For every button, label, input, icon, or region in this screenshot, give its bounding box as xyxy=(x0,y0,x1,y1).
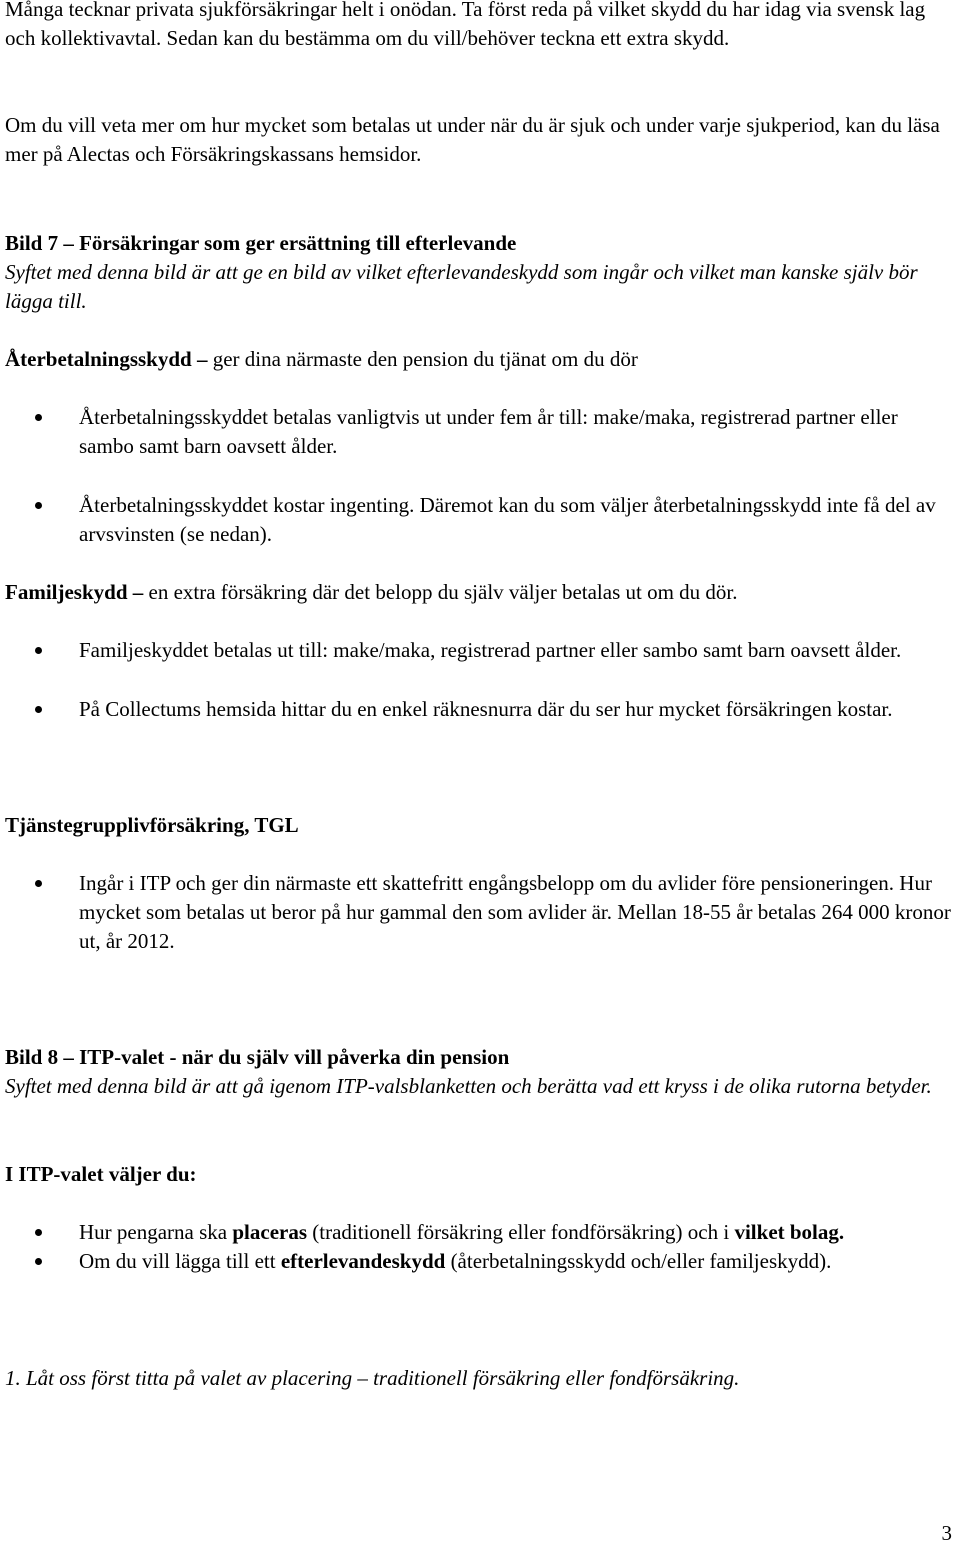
list-item xyxy=(0,636,955,665)
page-number: 3 xyxy=(941,1521,952,1545)
bild7-heading: Bild 7 – Försäkringar som ger ersättning till efterlevande xyxy=(5,231,517,255)
text-run-bold: vilket bolag. xyxy=(734,1220,845,1244)
text-run: Om du vill lägga till ett xyxy=(79,1249,281,1273)
bullet-icon xyxy=(35,647,42,654)
intro-paragraph-2: Om du vill veta mer om hur mycket som betalas ut under när du är sjuk och under varje sjukperiod, kan du läsa mer på Alectas och Försäkringskassans hemsidor. xyxy=(5,113,940,166)
closing-line: 1. Låt oss först titta på valet av placering – traditionell försäkring eller fondförsäkring. xyxy=(5,1366,740,1390)
list-item xyxy=(0,491,955,549)
familjeskydd-definition xyxy=(5,578,955,607)
aterbetalningsskydd-list xyxy=(0,403,955,549)
bild7-purpose: Syftet med denna bild är att ge en bild av vilket efterlevandeskydd som ingår och vilket man kanske själv bör lägga till. xyxy=(5,260,918,313)
bullet-icon xyxy=(35,1229,42,1236)
bild8-purpose: Syftet med denna bild är att gå igenom ITP-valsblanketten och berätta vad ett kryss i de olika rutorna betyder. xyxy=(5,1074,932,1098)
list-item-text: På Collectums hemsida hittar du en enkel räknesnurra där du ser hur mycket försäkringen kostar. xyxy=(79,697,893,721)
list-item-text xyxy=(79,1249,831,1273)
familjeskydd-term: Familjeskydd xyxy=(5,580,128,604)
list-item xyxy=(0,1218,955,1247)
familjeskydd-desc: en extra försäkring där det belopp du själv väljer betalas ut om du dör. xyxy=(148,580,738,604)
bullet-icon xyxy=(35,414,42,421)
term-dash: – xyxy=(127,580,149,604)
bullet-icon xyxy=(35,502,42,509)
itpval-heading: I ITP-valet väljer du: xyxy=(5,1162,197,1186)
bullet-icon xyxy=(35,1258,42,1265)
tgl-heading: Tjänstegrupplivförsäkring, TGL xyxy=(5,813,299,837)
bullet-icon xyxy=(35,706,42,713)
text-run: (återbetalningsskydd och/eller familjeskydd). xyxy=(445,1249,832,1273)
list-item xyxy=(0,1247,955,1276)
aterbetalningsskydd-desc: ger dina närmaste den pension du tjänat om du dör xyxy=(212,347,638,371)
list-item-text: Familjeskyddet betalas ut till: make/maka, registrerad partner eller sambo samt barn oavsett ålder. xyxy=(79,638,902,662)
familjeskydd-list xyxy=(0,636,955,724)
intro-paragraph-1: Många tecknar privata sjukförsäkringar helt i onödan. Ta först reda på vilket skydd du har idag via svensk lag och kollektivavtal. Sedan kan du bestämma om du vill/behöver teckna ett extra skydd. xyxy=(5,0,926,50)
bild8-heading: Bild 8 – ITP-valet - när du själv vill påverka din pension xyxy=(5,1045,510,1069)
aterbetalningsskydd-definition xyxy=(5,345,955,374)
text-run-bold: placeras xyxy=(232,1220,308,1244)
list-item xyxy=(0,403,955,461)
list-item xyxy=(0,869,955,956)
bullet-icon xyxy=(35,880,42,887)
list-item-text: Ingår i ITP och ger din närmaste ett skattefritt engångsbelopp om du avlider före pensioneringen. Hur mycket som betalas ut beror på hur gammal den som avlider är. Mellan 18-55 år betalas 264 000 kronor ut, år 2012. xyxy=(79,871,951,953)
aterbetalningsskydd-term: Återbetalningsskydd xyxy=(5,347,192,371)
list-item-text: Återbetalningsskyddet kostar ingenting. Däremot kan du som väljer återbetalningsskydd inte få del av arvsvinsten (se nedan). xyxy=(79,493,936,546)
term-dash: – xyxy=(191,347,213,371)
text-run: (traditionell försäkring eller fondförsäkring) och i xyxy=(307,1220,735,1244)
itpval-list xyxy=(0,1218,955,1276)
list-item-text xyxy=(79,1220,844,1244)
text-run: Hur pengarna ska xyxy=(79,1220,233,1244)
list-item xyxy=(0,695,955,724)
tgl-list xyxy=(0,869,955,956)
text-run-bold: efterlevandeskydd xyxy=(280,1249,446,1273)
list-item-text: Återbetalningsskyddet betalas vanligtvis ut under fem år till: make/maka, registrerad partner eller sambo samt barn oavsett ålder. xyxy=(79,405,898,458)
